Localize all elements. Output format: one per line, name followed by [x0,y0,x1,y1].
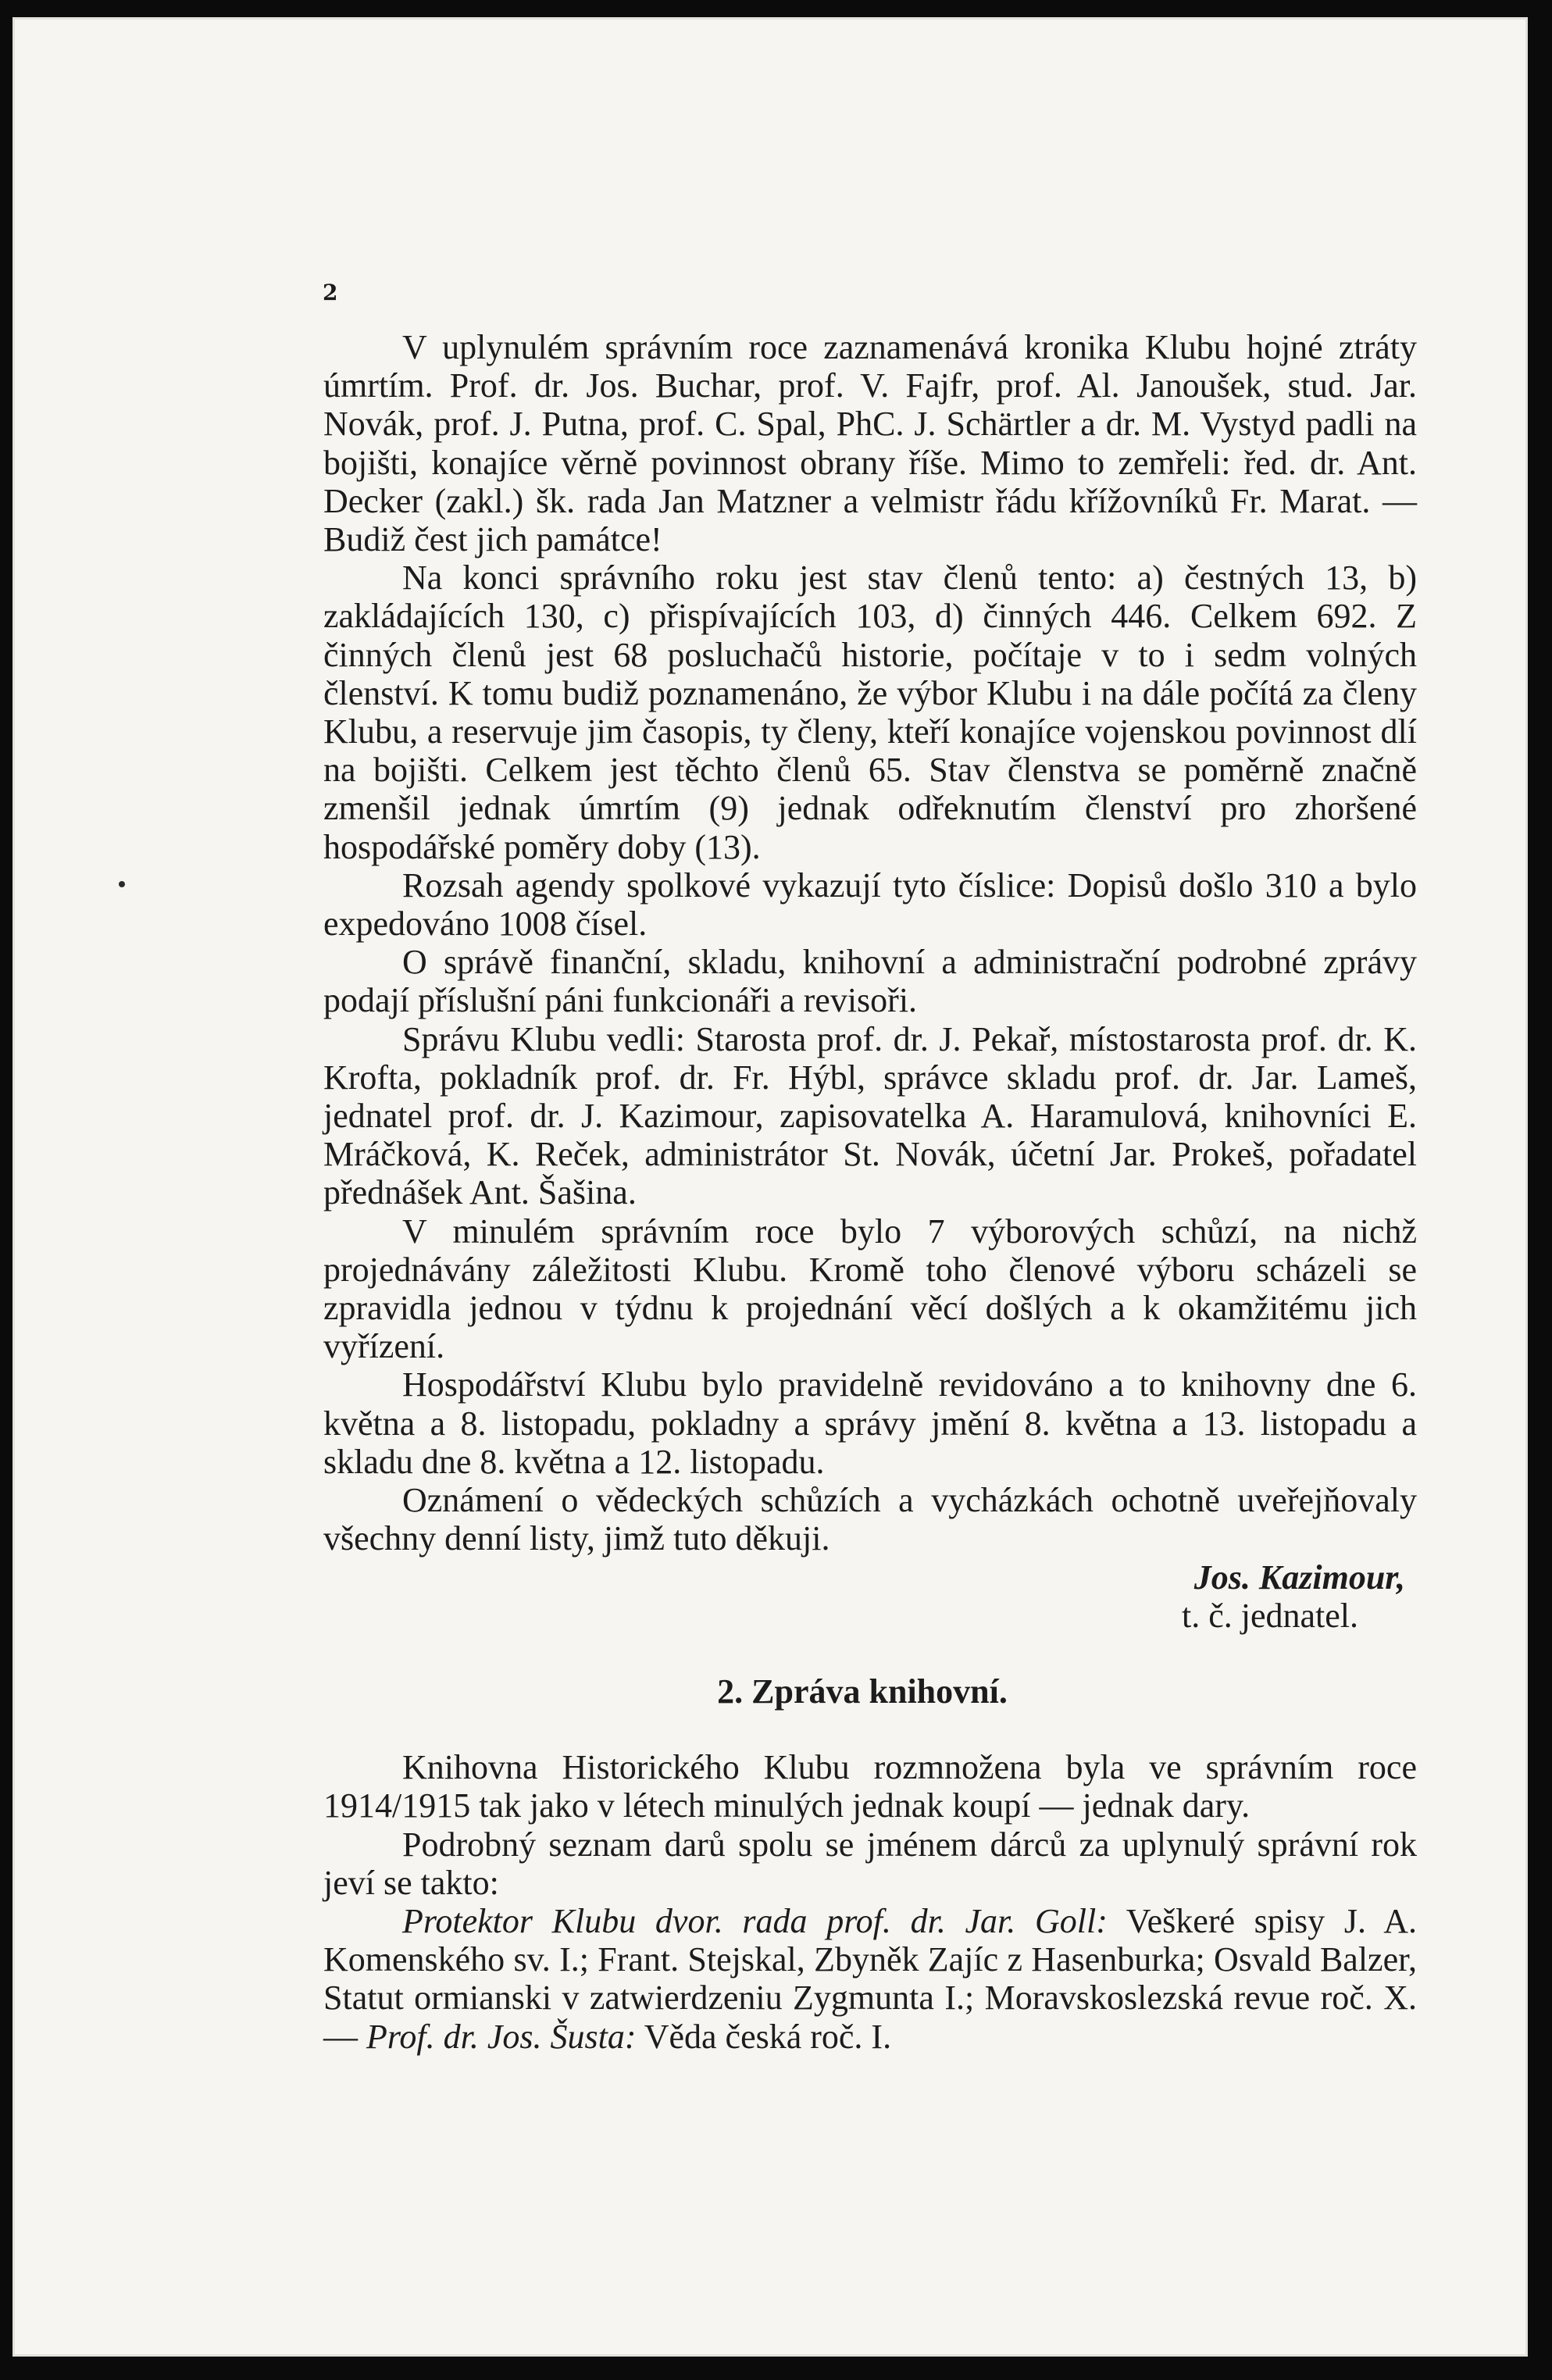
donor-name: Prof. dr. Jos. Šusta: [366,2017,637,2056]
report-paragraph: V minulém správním roce bylo 7 výborových schůzí, na nichž projednávány záležitosti Klubu. Kromě toho členové výboru scházeli se zpravidla jednou v týdnu k projednání věcí došlých a k okamžitému jich vyřízení. [323,1211,1417,1366]
section-heading: 2. Zpráva knihovní. [717,1672,1008,1711]
gift-list [323,1902,1417,2056]
report-paragraph: Oznámení o vědeckých schůzích a vycházkách ochotně uveřejňovaly všechny denní listy, jimž tuto děkuji. [323,1481,1417,1558]
gift-items: Věda česká roč. I. [636,2017,892,2056]
donor-name: Protektor Klubu dvor. rada prof. dr. Jar. Goll: [402,1901,1108,1940]
report-paragraph: V uplynulém správním roce zaznamenává kronika Klubu hojné ztráty úmrtím. Prof. dr. Jos. Buchar, prof. V. Fajfr, prof. Al. Janoušek, stud. Jar. Novák, prof. J. Putna, prof. C. Spal, PhC. J. Schärtler a dr. M. Vystyd padli na bojišti, konajíce věrně povinnost obrany říše. Mimo to zemřeli: řed. dr. Ant. Decker (zakl.) šk. rada Jan Matzner a velmistr řádu křížovníků Fr. Marat. — Budiž čest jich památce! [323,328,1417,559]
report-paragraph: Správu Klubu vedli: Starosta prof. dr. J. Pekař, místostarosta prof. dr. K. Krofta, pokladník prof. dr. Fr. Hýbl, správce skladu prof. dr. Jar. Lameš, jednatel prof. dr. J. Kazimour, zapisovatelka A. Haramulová, knihovníci E. Mráčková, K. Reček, administrátor St. Novák, účetní Jar. Prokeš, pořadatel přednášek Ant. Šašina. [323,1019,1417,1212]
page-number: 2 [323,280,338,305]
report-paragraph: Hospodářství Klubu bylo pravidelně revidováno a to knihovny dne 6. května a 8. listopadu, pokladny a správy jmění 8. května a 13. listopadu a skladu dne 8. května a 12. listopadu. [323,1365,1417,1481]
report-paragraph: Rozsah agendy spolkové vykazují tyto číslice: Dopisů došlo 310 a bylo expedováno 1008 čísel. [323,865,1417,944]
report-paragraph: O správě finanční, skladu, knihovní a administrační podrobné zprávy podají příslušní páni funkcionáři a revisoři. [323,943,1417,1020]
bullet-icon [119,881,125,887]
document-page [12,17,1528,2357]
body-text [323,328,1417,2056]
signature [323,1558,1417,1635]
signature-name: Jos. Kazimour, [1193,1558,1405,1597]
signature-role: t. č. jednatel. [1181,1596,1358,1635]
library-paragraph: Podrobný seznam darů spolu se jménem dárců za uplynulý správní rok jeví se takto: [323,1825,1417,1902]
report-paragraph: Na konci správního roku jest stav členů tento: a) čestných 13, b) zakládajících 130, c) přispívajících 103, d) činných 446. Celkem 692. Z činných členů jest 68 posluchačů historie, počítaje v to i sedm volných členství. K tomu budiž poznamenáno, že výbor Klubu i na dále počítá za členy Klubu, a reservuje jim časopis, ty členy, kteří konajíce vojenskou povinnost dlí na bojišti. Celkem jest těchto členů 65. Stav členstva se poměrně značně zmenšil jednak úmrtím (9) jednak odřeknutím členství pro zhoršené hospodářské poměry doby (13). [323,558,1417,866]
gift-items: Veškeré spisy J. A. Komenského sv. I.; Frant. Stejskal, Zbyněk Zajíc z Hasenburka; Osvald Balzer, Statut ormianski v zatwierdzeniu Zygmunta I.; Moravskoslezská revue roč. X. — [323,1901,1417,2056]
library-paragraph: Knihovna Historického Klubu rozmnožena byla ve správním roce 1914/1915 tak jako v létech minulých jednak koupí — jednak dary. [323,1748,1417,1825]
